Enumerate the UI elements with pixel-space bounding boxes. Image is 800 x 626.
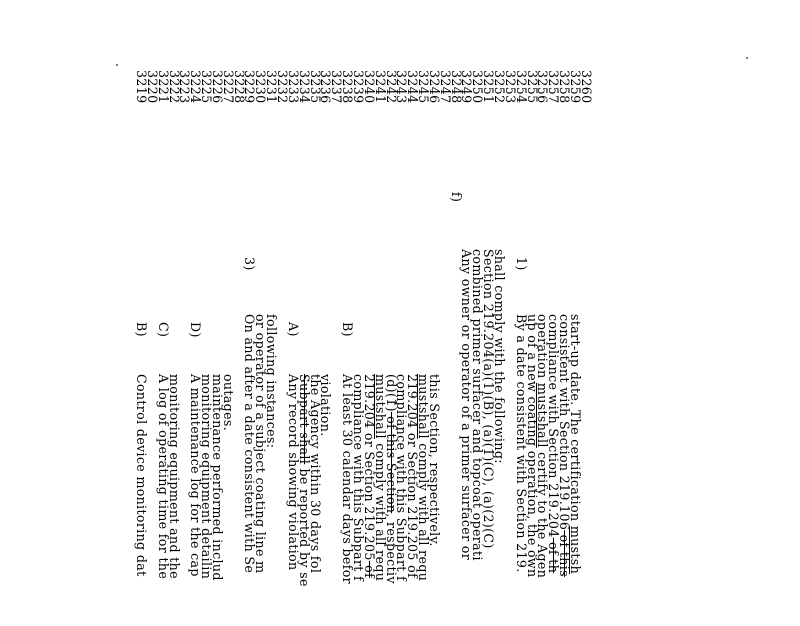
item-b3-line-part: compliance with this Subpart f (351, 374, 366, 582)
line-number: 3244 (405, 70, 421, 104)
line-number: 3224 (188, 70, 204, 104)
item-b3-line-part: mustshall (372, 374, 388, 439)
section-3-label (242, 257, 258, 271)
section-f-label-part: f) (448, 192, 464, 203)
item-d-label-part: D) (188, 322, 204, 338)
item-a-line-part: the Agency within 30 days fol (307, 374, 323, 574)
line-number: 3227 (220, 70, 236, 104)
line-number: 3238 (340, 70, 356, 104)
line-number: 3249 (459, 70, 475, 104)
line-number: 3230 (253, 70, 269, 104)
section-3-line-part: following instances: (264, 314, 280, 449)
item-d-line-part: A maintenance log for the cap (188, 374, 204, 577)
item-b-label (135, 322, 147, 337)
item-a-line (318, 374, 334, 437)
item-f1-label-part: 1) (513, 257, 529, 271)
item-c-line (166, 374, 182, 579)
line-number: 3221 (155, 70, 171, 104)
item-b3-line-part: comply with all requ (372, 438, 388, 582)
line-number: 3251 (481, 70, 497, 104)
line-number: 3233 (285, 70, 301, 104)
line-number: 3226 (209, 70, 225, 104)
section-3-label-part: 3) (242, 257, 258, 271)
item-f1-line (569, 314, 581, 574)
section-3-line-part: or operator of a subject coating line m (253, 314, 269, 574)
item-f1-line-part: operation (535, 314, 551, 383)
line-number: 3223 (177, 70, 193, 104)
item-f1-line-part: start-up date. The certification (568, 314, 583, 526)
item-b3-line-part: of (361, 560, 377, 579)
item-b3-label-part: B) (340, 322, 356, 337)
line-number: 3260 (578, 70, 594, 104)
line-number: 3243 (394, 70, 410, 104)
item-a-line-part: Subpart shall (296, 374, 312, 465)
line-number: 3219 (134, 70, 149, 104)
rotated-document (134, 66, 750, 626)
item-b-text-part: Control device monitoring dat (134, 374, 149, 577)
section-f-line-part: shall comply with the following: (492, 249, 508, 464)
item-b3-line-part: 219.204 or Section 219.205 (361, 374, 377, 561)
item-b3-line-part: mustshall (416, 374, 432, 439)
line-number: 3229 (242, 70, 258, 104)
line-number: 3236 (318, 70, 334, 104)
item-d-line-part: maintenance performed includ (209, 374, 225, 581)
item-b3-line-part: comply with all requ (416, 438, 432, 582)
item-f1-line-part: mustsh (568, 525, 583, 575)
line-number: 3222 (166, 70, 182, 104)
line-number: 3228 (231, 70, 247, 104)
item-d-line (220, 374, 236, 432)
item-f1-line-part: of th (546, 537, 562, 574)
item-b3-line-part: 219.204 or Section 219.205 of (405, 374, 421, 579)
line-number: 3257 (546, 70, 562, 104)
item-b3-line-part: (d)(1) (383, 374, 399, 412)
item-f1-line-part: consistent with Section 219.106 (557, 314, 573, 531)
item-b3-label (340, 322, 356, 337)
item-c-label-part: C) (155, 322, 171, 338)
item-b3-line-part: of this Section (383, 411, 399, 514)
line-number: 3231 (264, 70, 280, 104)
item-b-text (135, 374, 147, 577)
item-b3-line-part: this Section, respectively. (426, 374, 442, 547)
section-f-label (448, 192, 464, 203)
item-f1-label (513, 257, 529, 271)
item-a-line-part: be reported by se (296, 464, 312, 587)
section-3-line (264, 314, 280, 449)
scan-speck (116, 64, 118, 66)
line-number: 3248 (448, 70, 464, 104)
item-b3-line-part: , respectiv (383, 513, 399, 584)
item-a-line-part: Any record showing violation (285, 374, 301, 571)
line-number: 3252 (492, 70, 508, 104)
line-number: 3250 (470, 70, 486, 104)
item-f1-line-part: up of a new coating operation, the own (524, 314, 540, 578)
line-number: 3246 (426, 70, 442, 104)
item-b3-line-part: At least 30 calendar days befor (340, 374, 356, 585)
line-number: 3232 (275, 70, 291, 104)
item-d-line-part: outages. (220, 374, 236, 432)
item-a-label (287, 322, 299, 337)
item-d-line-part: monitoring equipment detailin (199, 374, 215, 580)
line-number: 3239 (351, 70, 366, 104)
line-number: 3253 (502, 70, 518, 104)
line-number: 3225 (199, 70, 215, 104)
item-c-line-part: monitoring equipment and the (166, 374, 182, 579)
item-a-label-part: A) (285, 322, 301, 337)
item-f1-line-part: compliance with Section 219.204 (546, 314, 562, 538)
scan-speck (746, 57, 748, 59)
item-f1-line-part: certify to the Agen (535, 447, 551, 579)
line-number: 3242 (383, 70, 399, 104)
line-number: 3234 (296, 70, 312, 104)
line-number: 3241 (372, 70, 388, 104)
section-f-line-part: Any owner or operator of a primer surfacer or (459, 249, 475, 561)
section-f-line (492, 249, 508, 464)
line-number: 3237 (329, 70, 345, 104)
line-number: 3235 (307, 70, 323, 104)
item-a-line-part: violation. (318, 374, 334, 437)
line-number: 3258 (557, 70, 573, 104)
line-number: 3247 (437, 70, 453, 104)
item-b3-line-part: compliance with this Subpart f (394, 374, 410, 582)
line-number: 3240 (361, 70, 377, 104)
section-f-line-part: Section 219.204(a)(1)(B), (a)(1)(C), (a)(2)(C) (481, 249, 497, 549)
line-number: 3255 (524, 70, 540, 104)
item-b3-line (428, 374, 440, 547)
section-f-line-part: combined primer surfacer and topcoat operati (470, 249, 486, 561)
item-c-line-part: A log of operating time for the (155, 374, 171, 580)
line-number: 3220 (144, 70, 160, 104)
item-f1-line-part: of this (557, 530, 573, 577)
line-number: 3256 (535, 70, 551, 104)
item-f1-line-part: mustshall (535, 382, 551, 448)
item-b-label-part: B) (134, 322, 149, 337)
section-3-line-part: On and after a date consistent with Se (242, 314, 258, 574)
line-number: 3259 (568, 70, 583, 104)
line-number: 3254 (513, 70, 529, 104)
item-c-label (155, 322, 171, 338)
item-f1-line-part: By a date consistent with Section 219. (513, 314, 529, 573)
line-number: 3245 (416, 70, 432, 104)
item-d-label (188, 322, 204, 338)
